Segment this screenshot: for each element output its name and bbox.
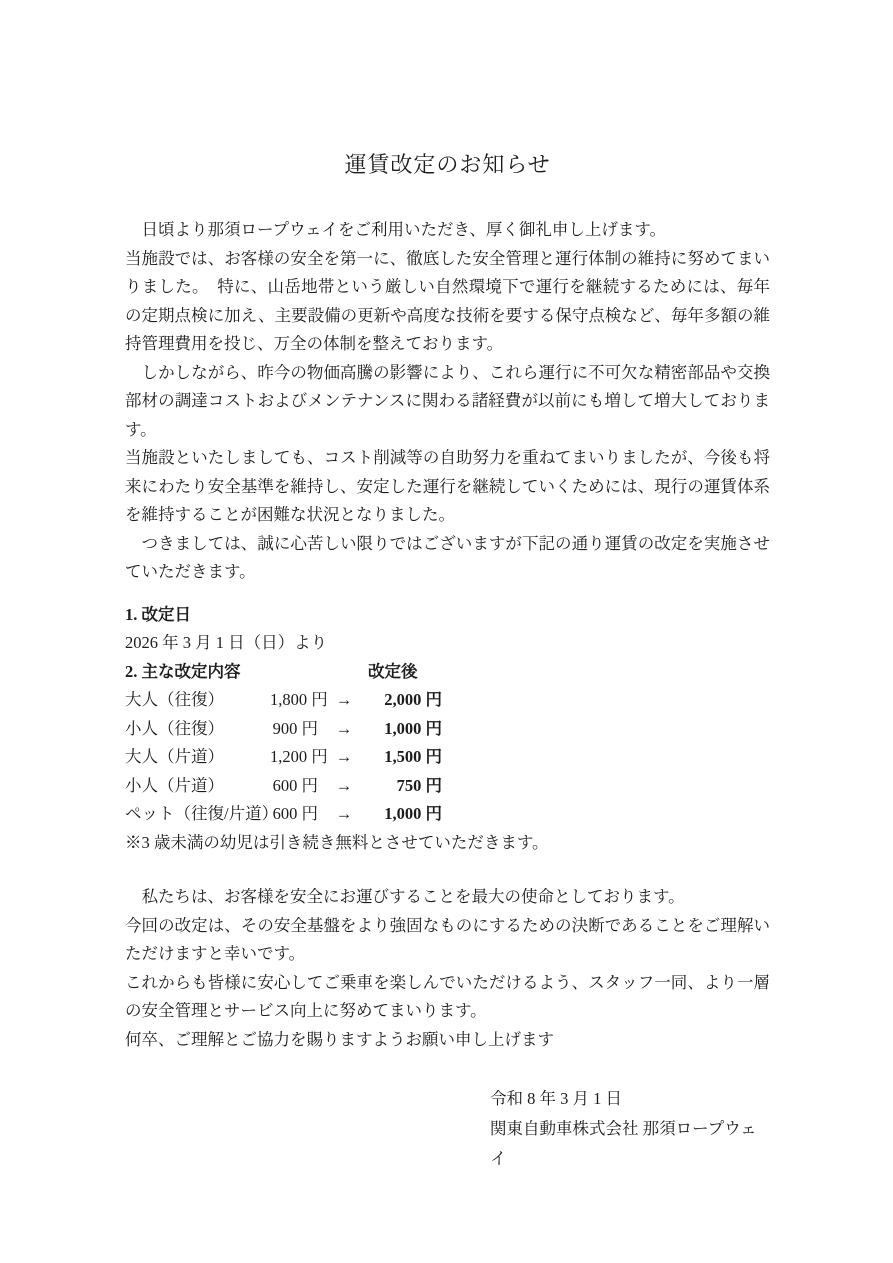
section-1-heading: 1. 改定日	[125, 604, 191, 624]
closing-paragraph: 今回の改定は、その安全基盤をより強固なものにするための決断であることをご理解いただけますと幸いです。	[125, 915, 770, 963]
arrow-right-icon: →	[335, 690, 353, 709]
fare-note: ※3 歳未満の幼児は引き続き無料とさせていただきます。	[125, 832, 549, 852]
revision-date-value: 2026 年 3 月 1 日（日）より	[125, 633, 328, 652]
closing-paragraph: これからも皆様に安心してご乗車を楽しんでいただけるよう、スタッフ一同、より一層の安全管理とサービス向上に努めてまいります。	[125, 972, 770, 1020]
fare-new-price: 2,000 円	[384, 690, 442, 709]
closing-paragraph: 私たちは、お客様を安全にお運びすることを最大の使命としております。	[125, 887, 685, 906]
fare-old-price: 600 円	[272, 804, 318, 823]
section-fare-revision	[125, 658, 770, 858]
signature-company: 関東自動車株式会社 那須ロープウェイ	[490, 1119, 757, 1168]
page-title: 運賃改定のお知らせ	[344, 152, 551, 177]
arrow-right-icon: →	[335, 775, 353, 795]
fare-row	[125, 715, 770, 744]
fare-row-label: 小人（片道）	[125, 775, 224, 795]
section-revision-date	[125, 601, 770, 658]
fare-new-price: 1,500 円	[384, 747, 442, 766]
document-body	[125, 216, 770, 1174]
signature-block	[490, 1084, 770, 1174]
fare-row-label: 大人（片道）	[125, 747, 224, 766]
section-2-heading: 2. 主な改定内容	[125, 661, 241, 681]
intro-paragraph: 当施設では、お客様の安全を第一に、徹底した安全管理と運行体制の維持に努めてまいりました。 特に、山岳地帯という厳しい自然環境下で運行を継続するためには、毎年の定期点検に加え、主要設備の更新や高度な技術を要する保守点検など、毎年多額の維持管理費用を投じ、万全の体制を整えております。	[125, 248, 770, 353]
arrow-right-icon: →	[335, 804, 353, 823]
fare-row	[125, 686, 770, 715]
fare-row	[125, 772, 770, 801]
intro-paragraph: 当施設といたしましても、コスト削減等の自助努力を重ねてまいりましたが、今後も将来にわたり安全基準を維持し、安定した運行を継続していくためには、現行の運賃体系を維持することが困難な状況となりました。	[125, 448, 770, 524]
fare-new-price: 1,000 円	[384, 804, 442, 823]
fare-row-label: 大人（往復）	[125, 690, 224, 709]
fare-new-price: 750 円	[396, 775, 442, 795]
arrow-right-icon: →	[335, 747, 353, 766]
fare-old-price: 1,200 円	[270, 747, 328, 766]
fare-row	[125, 800, 770, 829]
closing-block	[125, 883, 770, 1054]
closing-paragraph: 何卒、ご理解とご協力を賜りますようお願い申し上げます	[125, 1029, 554, 1049]
intro-paragraph: つきましては、誠に心苦しい限りではございますが下記の通り運賃の改定を実施させていただきます。	[125, 533, 770, 581]
fare-old-price: 900 円	[272, 718, 318, 738]
section-2-heading-row	[125, 658, 770, 687]
fare-row	[125, 743, 770, 772]
fare-table	[125, 686, 770, 829]
arrow-right-icon: →	[335, 718, 353, 738]
intro-paragraph: 日頃より那須ロープウェイをご利用いただき、厚く御礼申し上げます。	[125, 220, 667, 239]
revised-column-header: 改定後	[368, 661, 418, 681]
fare-row-label: 小人（往復）	[125, 718, 224, 738]
fare-row-label: ペット（往復/片道）	[125, 804, 279, 823]
fare-old-price: 1,800 円	[270, 690, 328, 709]
fare-old-price: 600 円	[272, 775, 318, 795]
signature-date: 令和 8 年 3 月 1 日	[490, 1089, 622, 1108]
intro-paragraph: しかしながら、昨今の物価高騰の影響により、これら運行に不可欠な精密部品や交換部材の調達コストおよびメンテナンスに関わる諸経費が以前にも増して増大しております。	[125, 362, 770, 439]
fare-new-price: 1,000 円	[384, 718, 442, 738]
